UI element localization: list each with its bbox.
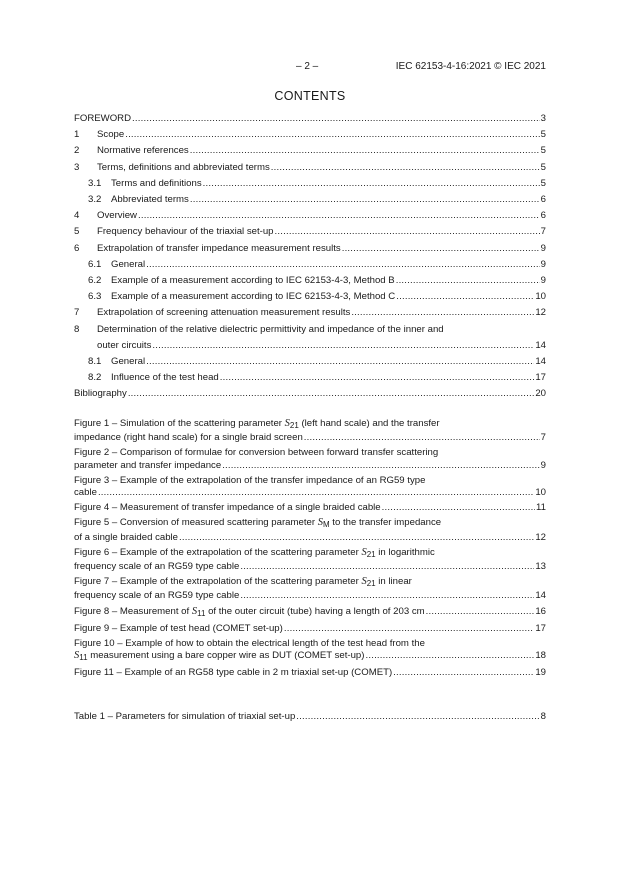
document-id: IEC 62153-4-16:2021 © IEC 2021	[395, 61, 546, 72]
toc-entry-terms-definitions[interactable]: 3.1 Terms and definitions ..... 5	[74, 176, 546, 192]
toc-entry-method-b[interactable]: 6.2 Example of a measurement according to IEC 62153-4-3, Method B ..... 9	[74, 273, 546, 289]
figure-entry-9[interactable]: Figure 9 – Example of test head (COMET set-up) ..... 17	[74, 623, 546, 635]
figure-entry-1[interactable]: Figure 1 – Simulation of the scattering parameter $S_{21}$ (left hand scale) and the transfer impedance (right hand scale) for a single braid screen ..... 7	[74, 418, 546, 444]
toc-figures	[74, 418, 546, 683]
toc-sections	[74, 111, 546, 403]
toc-entry-foreword[interactable]: FOREWORD ..... 3	[74, 111, 546, 127]
toc-entry-extrapolation-transfer-impedance[interactable]: 6 Extrapolation of transfer impedance measurement results ..... 9	[74, 241, 546, 257]
figure-entry-2[interactable]: Figure 2 – Comparison of formulae for conversion between forward transfer scattering parameter and transfer impedance ..... 9	[74, 447, 546, 471]
figure-entry-8[interactable]: Figure 8 – Measurement of $S_{11}$ of the outer circuit (tube) having a length of 203 cm ..... 16	[74, 606, 546, 620]
toc-tables	[74, 711, 546, 726]
toc-entry-overview[interactable]: 4 Overview ..... 6	[74, 208, 546, 224]
figure-entry-6[interactable]: Figure 6 – Example of the extrapolation of the scattering parameter $S_{21}$ in logarithmic frequency scale of an RG59 type cable ..... 13	[74, 547, 546, 573]
figure-entry-4[interactable]: Figure 4 – Measurement of transfer impedance of a single braided cable ..... 11	[74, 502, 546, 514]
figure-entry-5[interactable]: Figure 5 – Conversion of measured scattering parameter $S_M$ to the transfer impedance of a single braided cable ..... 12	[74, 517, 546, 543]
figure-entry-3[interactable]: Figure 3 – Example of the extrapolation of the transfer impedance of an RG59 type cable ..... 10	[74, 475, 546, 499]
table-entry-1[interactable]: Table 1 – Parameters for simulation of triaxial set-up ..... 8	[74, 711, 546, 723]
contents-title: CONTENTS	[274, 89, 346, 103]
page-number: – 2 –	[296, 61, 319, 72]
toc-entry-scope[interactable]: 1 Scope ..... 5	[74, 127, 546, 143]
toc-entry-screening-attenuation[interactable]: 7 Extrapolation of screening attenuation measurement results ..... 12	[74, 305, 546, 321]
toc-entry-terms[interactable]: 3 Terms, definitions and abbreviated terms ..... 5	[74, 160, 546, 176]
toc-entry-dielectric-permittivity[interactable]: 8 Determination of the relative dielectric permittivity and impedance of the inner and outer circuits ..... 14	[74, 322, 546, 354]
figure-entry-7[interactable]: Figure 7 – Example of the extrapolation of the scattering parameter $S_{21}$ in linear frequency scale of an RG59 type cable ..... 14	[74, 576, 546, 602]
toc-entry-method-c[interactable]: 6.3 Example of a measurement according to IEC 62153-4-3, Method C ..... 10	[74, 289, 546, 305]
figure-entry-11[interactable]: Figure 11 – Example of an RG58 type cable in 2 m triaxial set-up (COMET) ..... 19	[74, 667, 546, 679]
toc-entry-general-6-1[interactable]: 6.1 General ..... 9	[74, 257, 546, 273]
toc-entry-test-head[interactable]: 8.2 Influence of the test head ..... 17	[74, 370, 546, 386]
toc-entry-abbreviated-terms[interactable]: 3.2 Abbreviated terms ..... 6	[74, 192, 546, 208]
toc-entry-bibliography[interactable]: Bibliography ..... 20	[74, 386, 546, 402]
figure-entry-10[interactable]: Figure 10 – Example of how to obtain the electrical length of the test head from the $S_{11}$ measurement using a bare copper wire as DUT (COMET set-up) ..... 18	[74, 638, 546, 664]
page-header	[0, 61, 620, 75]
toc-entry-general-8-1[interactable]: 8.1 General ..... 14	[74, 354, 546, 370]
toc-entry-frequency-behaviour[interactable]: 5 Frequency behaviour of the triaxial set-up ..... 7	[74, 224, 546, 240]
toc-entry-normative-references[interactable]: 2 Normative references ..... 5	[74, 143, 546, 159]
